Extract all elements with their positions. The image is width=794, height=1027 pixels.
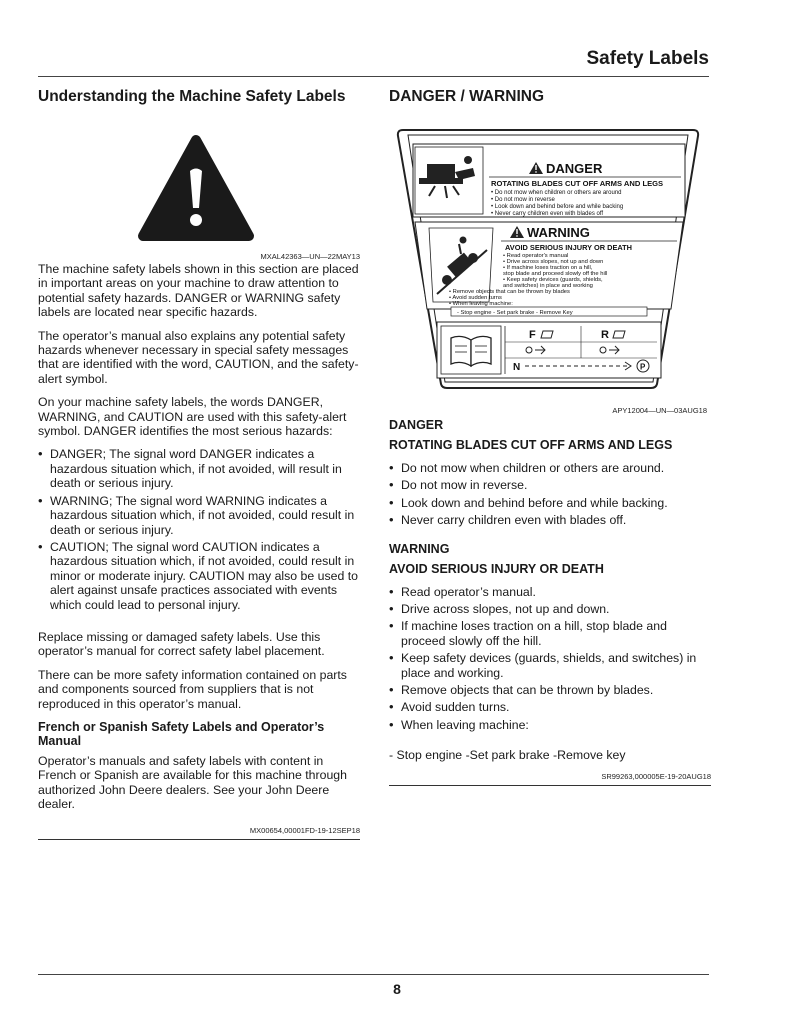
label-warning-line: • Remove objects that can be thrown by blades [449,289,570,295]
intro-paragraph: The machine safety labels shown in this section are placed in important areas on your machine to draw attention to potential safety hazards. DANGER or WARNING safety labels are located near specific hazards. [38,262,359,320]
page-title: Safety Labels [586,48,709,69]
safety-alert-figure [38,116,360,262]
label-warning-line: • If machine loses traction on a hill, [503,265,593,271]
label-warning-line: • Avoid sudden turns [449,295,502,301]
label-reverse: R [601,329,609,341]
label-warning-line: • When leaving machine: [449,301,513,307]
list-item: • WARNING; The signal word WARNING indicates a hazardous situation which, if not avoided, could result in death or serious injury. [38,494,360,537]
label-danger-line: • Do not mow in reverse [491,197,555,203]
label-warning-line: stop blade and proceed slowly off the hill [503,271,608,277]
label-warning-title: AVOID SERIOUS INJURY OR DEATH [505,243,633,252]
label-park: P [640,362,646,372]
label-danger-line: • Never carry children even with blades off [491,211,604,217]
label-warning-line: • Drive across slopes, not up and down [503,259,604,265]
label-warning-line: and switches) in place and working [503,283,593,289]
french-spanish-paragraph: Operator’s manuals and safety labels with content in French or Spanish are available for this machine through authorized John Deere dealers. See your John Deere dealer. [38,753,347,812]
replace-labels-paragraph: Replace missing or damaged safety labels. Use this operator’s manual for correct safety label placement. [38,629,325,659]
list-item: • If machine loses traction on a hill, stop blade and proceed slowly off the hill. [389,619,711,648]
manual-paragraph: The operator’s manual also explains any potential safety hazards whenever necessary in special safety messages that are identified with the word, CAUTION, and the safety-alert symbol. [38,328,359,386]
list-item: • Never carry children even with blades off. [389,513,711,527]
list-item: • Read operator’s manual. [389,585,711,599]
label-drawing [389,116,709,392]
safety-label-illustration [389,116,709,415]
label-danger-line: • Do not mow when children or others are around [491,190,622,196]
section-reference: MX00654,00001FD-19-12SEP18 [38,826,360,840]
label-neutral: N [513,362,521,373]
supplier-info-paragraph: There can be more safety information contained on parts and components sourced from suppliers that is not reproduced in this operator’s manual. [38,667,347,711]
label-warning-line: • Keep safety devices (guards, shields, [503,277,603,283]
section-heading-danger-warning: DANGER / WARNING [389,88,544,105]
footer-divider [38,974,709,975]
label-leaving-steps: - Stop engine - Set park brake - Remove Key [457,310,573,316]
figure-reference: APY12004—UN—03AUG18 [612,406,707,415]
figure-reference: MXAL42363—UN—22MAY13 [260,252,360,261]
danger-signal-word: DANGER [389,418,444,432]
list-item: • Do not mow in reverse. [389,478,711,492]
list-item: • Keep safety devices (guards, shields, and switches) in place and working. [389,651,711,680]
danger-title: ROTATING BLADES CUT OFF ARMS AND LEGS [389,438,673,452]
signal-word-list [38,447,360,611]
label-warning-line: • Read operator's manual [503,253,569,259]
list-item: • When leaving machine: [389,718,711,732]
list-item: • Avoid sudden turns. [389,700,711,714]
page-number: 8 [393,981,401,997]
list-item: • CAUTION; The signal word CAUTION indicates a hazardous situation which, if not avoided, could result in minor or moderate injury. CAUTION may also be used to alert against unsafe practices associated with events which could lead to personal injury. [38,540,360,612]
danger-list [389,461,711,528]
label-danger-title: ROTATING BLADES CUT OFF ARMS AND LEGS [491,179,664,188]
warning-signal-word: WARNING [389,541,450,556]
list-item: • Look down and behind before and while backing. [389,496,711,510]
subheading-french-spanish: French or Spanish Safety Labels and Operator’s Manual [38,719,325,748]
label-danger-word: DANGER [546,161,603,176]
leaving-machine-steps: - Stop engine -Set park brake -Remove key [389,748,626,763]
list-item: • Do not mow when children or others are around. [389,461,711,475]
signal-words-paragraph: On your machine safety labels, the words DANGER, WARNING, and CAUTION are used with this safety-alert symbol. DANGER identifies the most serious hazards: [38,395,347,439]
warning-title: AVOID SERIOUS INJURY OR DEATH [389,561,604,576]
label-forward: F [529,329,536,341]
operator-manual-icon [451,336,491,366]
list-item: • Drive across slopes, not up and down. [389,602,711,616]
list-item: • DANGER; The signal word DANGER indicates a hazardous situation which, if not avoided, will result in death or serious injury. [38,447,360,490]
label-warning-word: WARNING [527,225,590,240]
right-column [389,88,711,786]
safety-alert-symbol-icon [38,116,360,256]
left-column [38,88,360,840]
label-danger-line: • Look down and behind before and while backing [491,204,624,210]
list-item: • Remove objects that can be thrown by blades. [389,683,711,697]
section-reference: SR99263,000005E-19-20AUG18 [389,772,711,786]
section-heading-understanding: Understanding the Machine Safety Labels [38,88,346,105]
title-divider [38,76,709,77]
warning-list [389,585,711,733]
